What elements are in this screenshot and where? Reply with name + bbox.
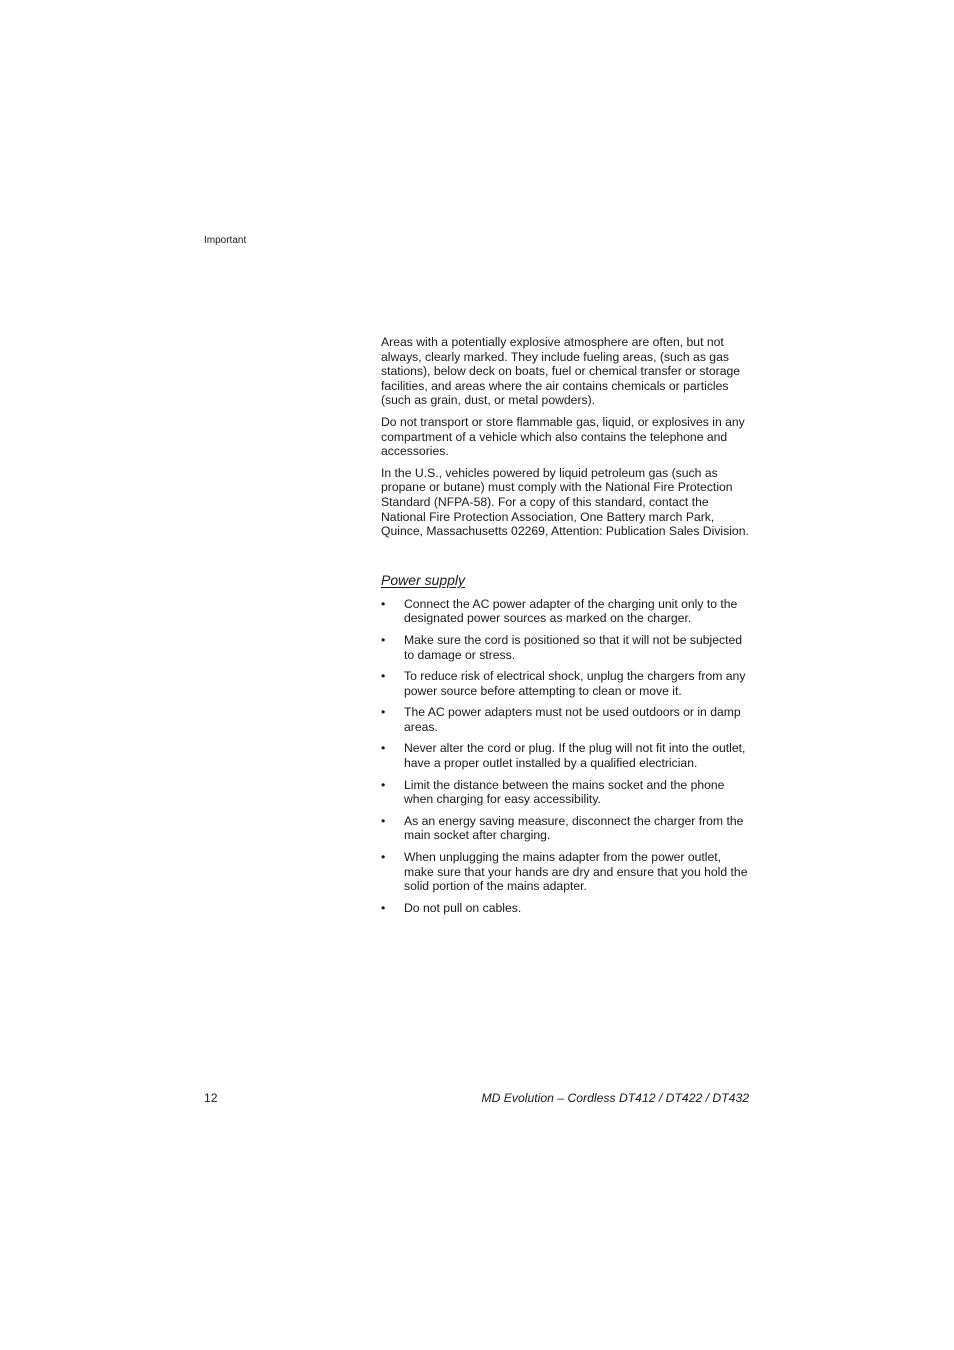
power-supply-list [381,597,749,916]
bullet-icon: • [381,813,386,828]
main-content [381,335,749,922]
bullet-icon: • [381,777,386,792]
document-title: MD Evolution – Cordless DT412 / DT422 / DT432 [481,1091,749,1105]
section-label: Important [204,235,247,246]
bullet-icon: • [381,632,386,647]
paragraph-explosive-areas: Areas with a potentially explosive atmosphere are often, but not always, clearly marked. They include fueling areas, (such as gas stations), below deck on boats, fuel or chemical transfer or storage facilities, and areas where the air contains chemicals or particles (such as grain, dust, or metal powders). [381,335,741,408]
list-item-text: Do not pull on cables. [404,900,522,915]
list-item-text: When unplugging the mains adapter from the power outlet, make sure that your hands are dry and ensure that you hold the solid portion of the mains adapter. [404,850,748,894]
list-item [381,901,749,916]
page-number: 12 [204,1091,218,1105]
list-item [381,741,749,770]
list-item [381,814,749,843]
bullet-icon: • [381,741,386,756]
paragraph-lpg-vehicles: In the U.S., vehicles powered by liquid petroleum gas (such as propane or butane) must comply with the National Fire Protection Standard (NFPA-58). For a copy of this standard, contact the National Fire Protection Association, One Battery march Park, Quince, Massachusetts 02269, Attention: Publication Sales Division. [381,465,749,539]
bullet-icon: • [381,900,386,915]
power-supply-heading: Power supply [381,571,466,588]
list-item [381,850,749,894]
bullet-icon: • [381,705,386,720]
list-item [381,705,749,734]
list-item-text: To reduce risk of electrical shock, unplug the chargers from any power source before attempting to clean or move it. [404,669,746,698]
list-item [381,669,749,698]
bullet-icon: • [381,669,386,684]
list-item [381,633,749,662]
list-item-text: As an energy saving measure, disconnect the charger from the main socket after charging. [404,813,744,843]
bullet-icon: • [381,596,386,611]
list-item [381,778,749,807]
list-item-text: Connect the AC power adapter of the charging unit only to the designated power sources as marked on the charger. [404,596,738,626]
list-item-text: Make sure the cord is positioned so that it will not be subjected to damage or stress. [404,632,743,662]
list-item [381,597,749,626]
bullet-icon: • [381,850,386,865]
list-item-text: Limit the distance between the mains socket and the phone when charging for easy accessibility. [404,777,725,807]
list-item-text: Never alter the cord or plug. If the plug will not fit into the outlet, have a proper outlet installed by a qualified electrician. [404,741,746,771]
list-item-text: The AC power adapters must not be used outdoors or in damp areas. [404,705,741,734]
paragraph-flammable-transport: Do not transport or store flammable gas, liquid, or explosives in any compartment of a vehicle which also contains the telephone and accessories. [381,414,745,459]
